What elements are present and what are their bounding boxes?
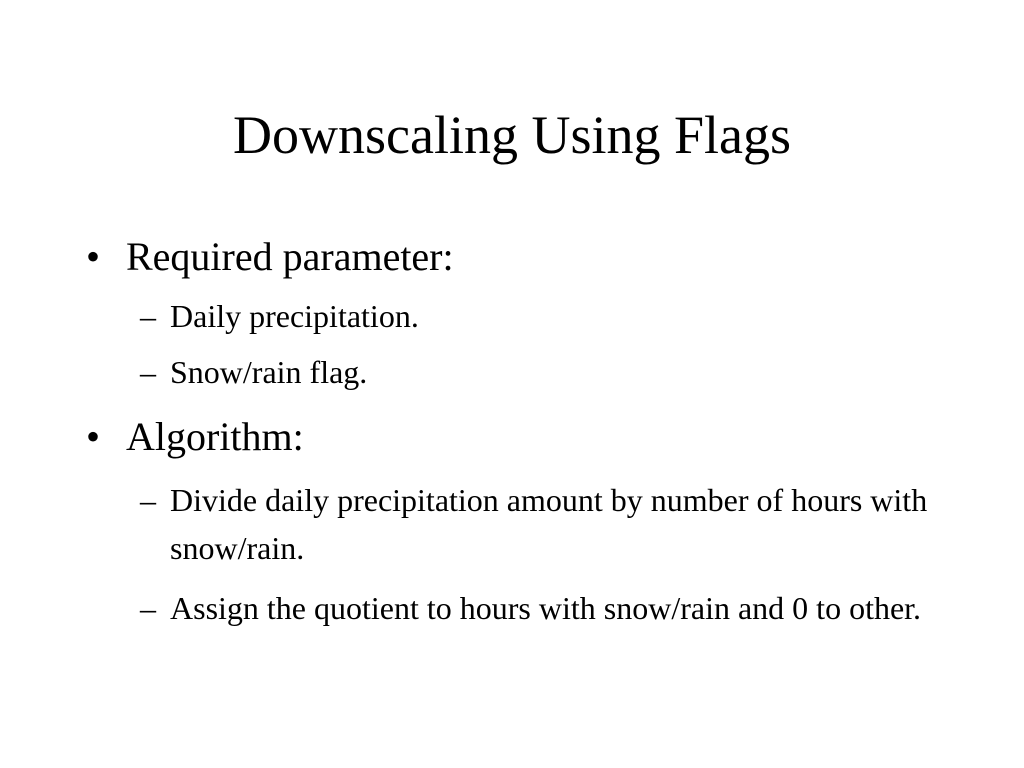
sub-bullet-text: Daily precipitation. <box>170 298 419 334</box>
slide-title: Downscaling Using Flags <box>233 105 791 165</box>
bullet-text: Algorithm: <box>126 414 304 459</box>
sub-bullet-daily-precipitation <box>86 292 966 340</box>
bullet-symbol: • <box>86 414 101 459</box>
sub-bullet-snow-rain-flag <box>86 348 966 396</box>
bullet-algorithm <box>86 410 966 464</box>
bullet-required-parameter <box>86 230 966 284</box>
sub-bullet-assign-quotient <box>86 584 966 632</box>
bullet-symbol: • <box>86 234 101 279</box>
sub-bullet-text: Assign the quotient to hours with snow/rain and 0 to other. <box>170 590 922 626</box>
dash-symbol: – <box>140 590 156 626</box>
sub-bullet-divide-precipitation <box>86 476 966 572</box>
dash-symbol: – <box>140 298 156 334</box>
slide-content <box>86 230 966 632</box>
sub-bullet-text: Divide daily precipitation amount by number of hours with snow/rain. <box>170 482 928 566</box>
dash-symbol: – <box>140 482 156 518</box>
bullet-text: Required parameter: <box>126 234 454 279</box>
sub-bullet-text: Snow/rain flag. <box>170 354 368 390</box>
dash-symbol: – <box>140 354 156 390</box>
